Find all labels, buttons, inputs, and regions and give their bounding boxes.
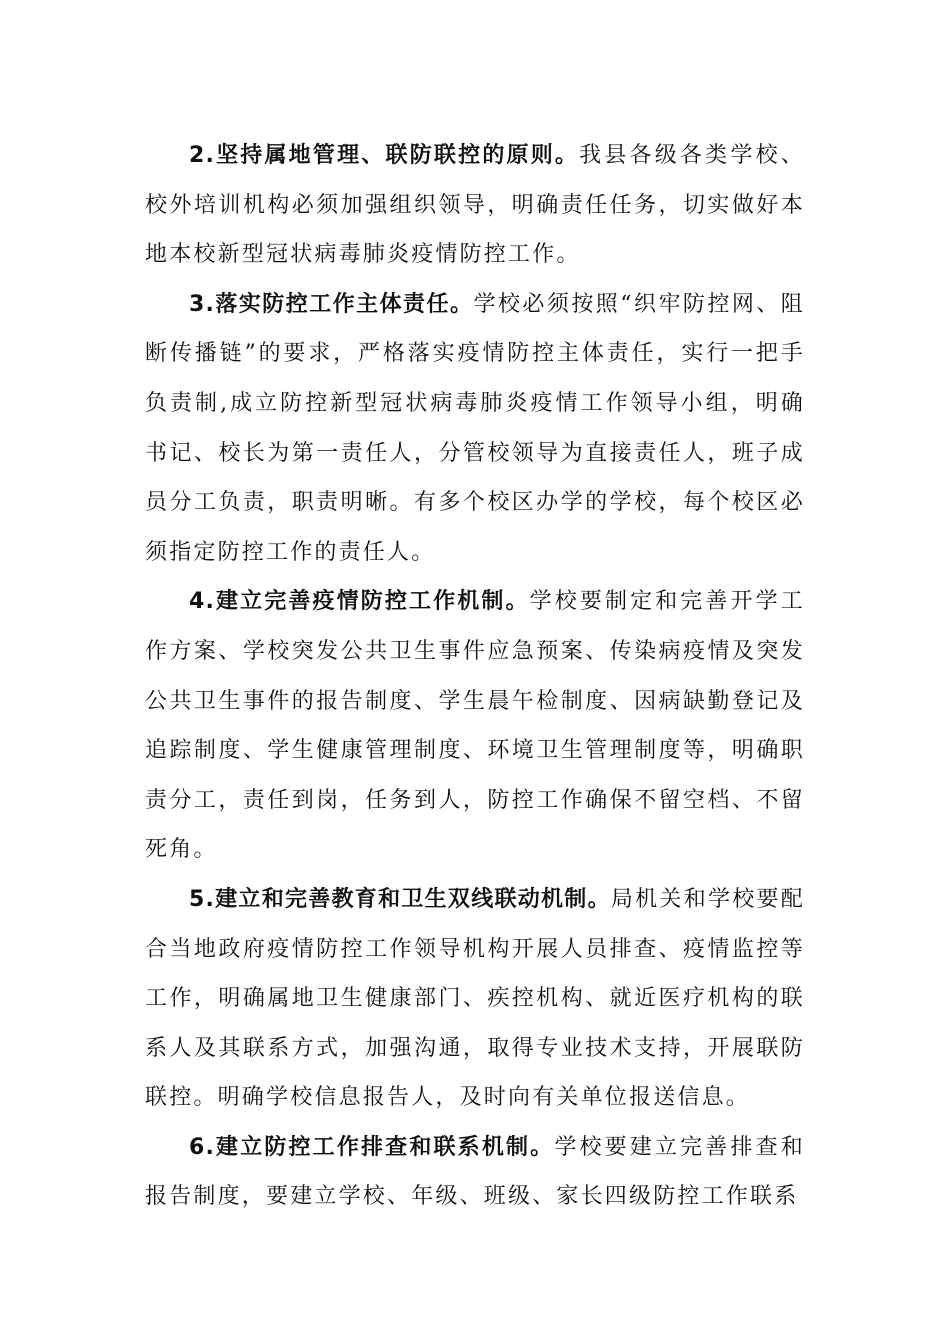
paragraph-text: 局机关和学校要配合当地政府疫情防控工作领导机构开展人员排查、疫情监控等工作，明确属地卫生健康部门、疾控机构、就近医疗机构的联系人及其联系方式，加强沟通，取得专业技术支持，开展联防联控。明确学校信息报告人，及时向有关单位报送信息。 bbox=[145, 886, 805, 1111]
paragraph-5 bbox=[145, 875, 805, 1123]
paragraph-heading: 2.坚持属地管理、联防联控的原则。 bbox=[189, 143, 580, 168]
paragraph-text: 学校必须按照“织牢防控网、阻断传播链”的要求，严格落实疫情防控主体责任，实行一把手负责制,成立防控新型冠状病毒肺炎疫情工作领导小组，明确书记、校长为第一责任人，分管校领导为直接责任人，班子成员分工负责，职责明晰。有多个校区办学的学校，每个校区必须指定防控工作的责任人。 bbox=[145, 291, 805, 565]
paragraph-4 bbox=[145, 577, 805, 875]
paragraph-text: 学校要制定和完善开学工作方案、学校突发公共卫生事件应急预案、传染病疫情及突发公共卫生事件的报告制度、学生晨午检制度、因病缺勤登记及追踪制度、学生健康管理制度、环境卫生管理制度等，明确职责分工，责任到岗，任务到人，防控工作确保不留空档、不留死角。 bbox=[145, 589, 805, 863]
paragraph-heading: 5.建立和完善教育和卫生双线联动机制。 bbox=[189, 886, 611, 912]
paragraph-heading: 6.建立防控工作排查和联系机制。 bbox=[189, 1134, 555, 1160]
paragraph-6 bbox=[145, 1123, 805, 1222]
paragraph-3 bbox=[145, 280, 805, 578]
paragraph-heading: 4.建立完善疫情防控工作机制。 bbox=[189, 589, 530, 615]
paragraph-heading: 3.落实防控工作主体责任。 bbox=[189, 291, 474, 317]
document-body bbox=[145, 131, 805, 1222]
paragraph-2 bbox=[145, 131, 805, 280]
paragraph-text: 学校要建立完善排查和报告制度，要建立学校、年级、班级、家长四级防控工作联系 bbox=[145, 1134, 805, 1210]
paragraph-text: 我县各级各类学校、校外培训机构必须加强组织领导，明确责任任务，切实做好本地本校新型冠状病毒肺炎疫情防控工作。 bbox=[145, 143, 805, 268]
